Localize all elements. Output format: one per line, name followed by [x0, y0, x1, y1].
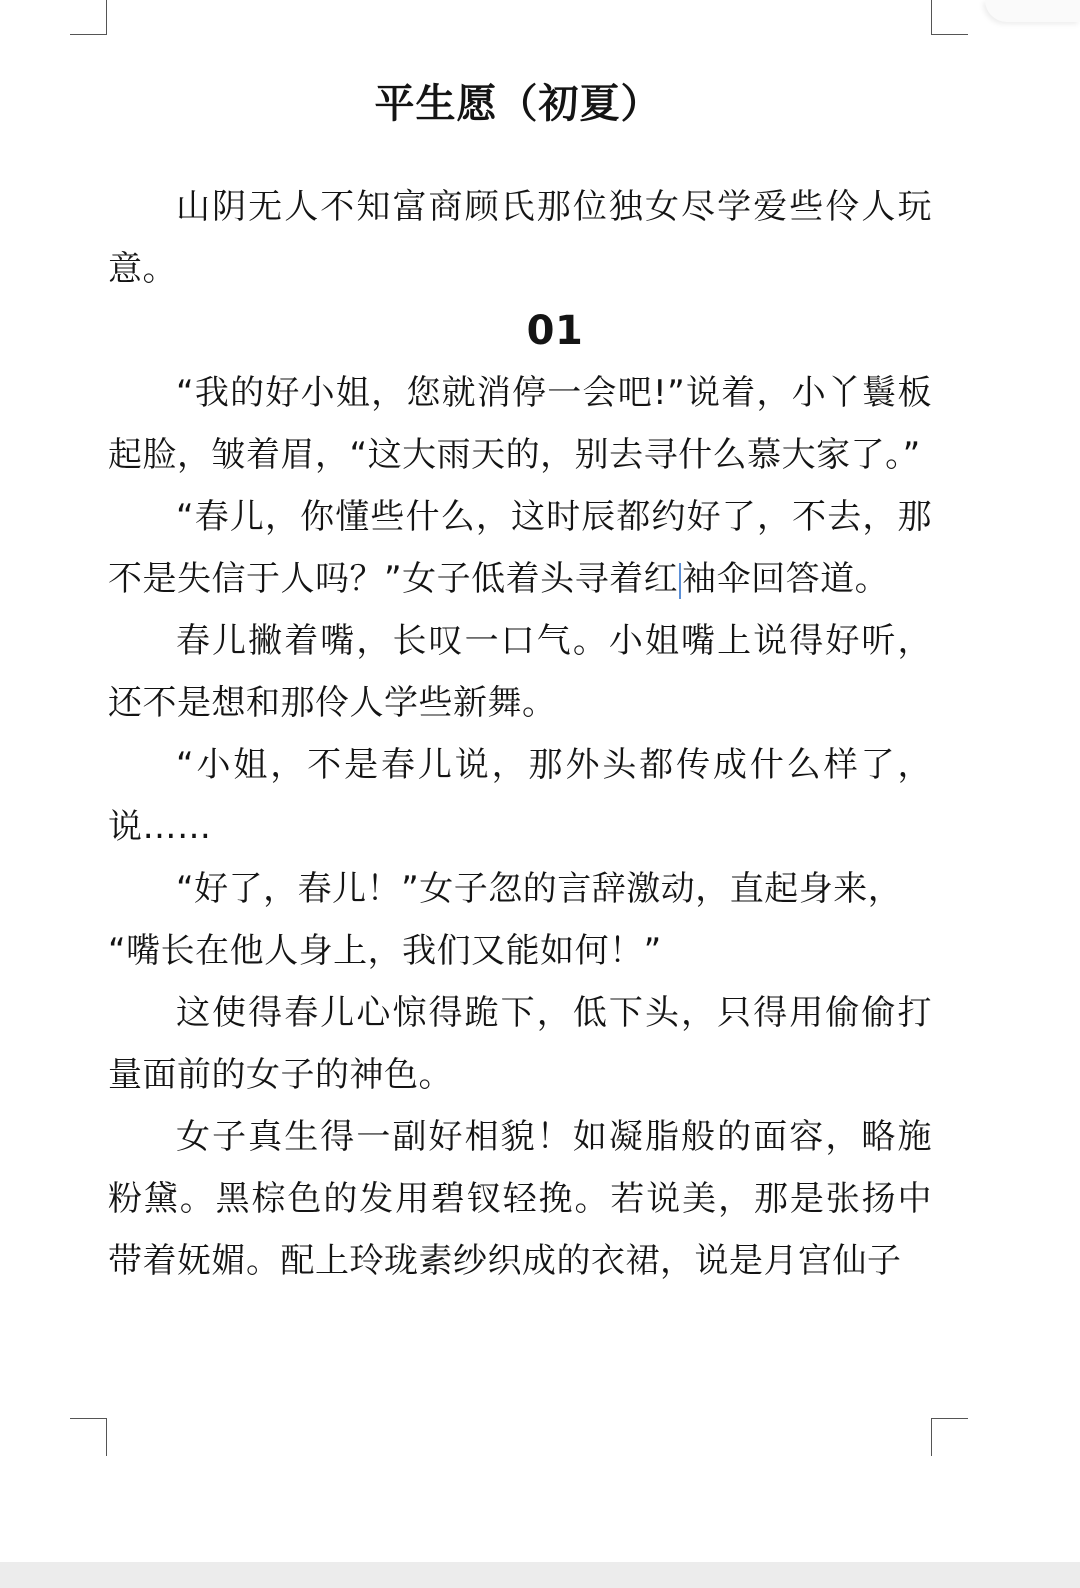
page-corner-fold [985, 0, 1080, 22]
crop-mark-bottom-right [931, 1418, 932, 1456]
paragraph-text-after-cursor: 袖伞回答道。 [682, 559, 890, 599]
paragraph[interactable]: “好了，春儿！”女子忽的言辞激动，直起身来， [176, 869, 903, 909]
paragraph[interactable]: 山阴无人不知富商顾氏那位独女尽学爱些伶人玩意。 [108, 187, 932, 289]
paragraph-text-before-cursor: “春儿，你懂些什么，这时辰都约好了，不去，那不是失信于人吗？”女子低着头寻着红 [108, 497, 932, 599]
crop-mark-bottom-left [106, 1418, 107, 1456]
paragraph-with-cursor[interactable] [108, 486, 932, 610]
bottom-bar [0, 1562, 1080, 1588]
crop-mark-bottom-right [931, 1418, 968, 1419]
crop-mark-top-left [70, 34, 107, 35]
paragraph[interactable]: 这使得春儿心惊得跪下，低下头，只得用偷偷打量面前的女子的神色。 [108, 993, 932, 1095]
text-cursor [679, 563, 681, 599]
crop-mark-top-right [931, 0, 932, 35]
paragraph[interactable]: 春儿撇着嘴，长叹一口气。小姐嘴上说得好听，还不是想和那伶人学些新舞。 [108, 621, 932, 723]
document-body[interactable] [108, 176, 932, 1292]
paragraph[interactable]: “嘴长在他人身上，我们又能如何！” [108, 931, 662, 971]
paragraph[interactable]: 女子真生得一副好相貌！如凝脂般的面容，略施粉黛。黑棕色的发用碧钗轻挽。若说美，那是张扬中带着妩媚。配上玲珑素纱织成的衣裙，说是月宫仙子 [108, 1117, 932, 1281]
crop-mark-top-right [931, 34, 968, 35]
crop-mark-top-left [106, 0, 107, 35]
section-heading[interactable]: 01 [526, 308, 584, 354]
paragraph[interactable]: “我的好小姐，您就消停一会吧!”说着，小丫鬟板起脸，皱着眉，“这大雨天的，别去寻什么慕大家了。” [108, 373, 932, 475]
paragraph[interactable]: “小姐，不是春儿说，那外头都传成什么样了，说…… [108, 745, 932, 847]
document-title: 平生愿（初夏） [374, 81, 662, 127]
crop-mark-bottom-left [70, 1418, 107, 1419]
